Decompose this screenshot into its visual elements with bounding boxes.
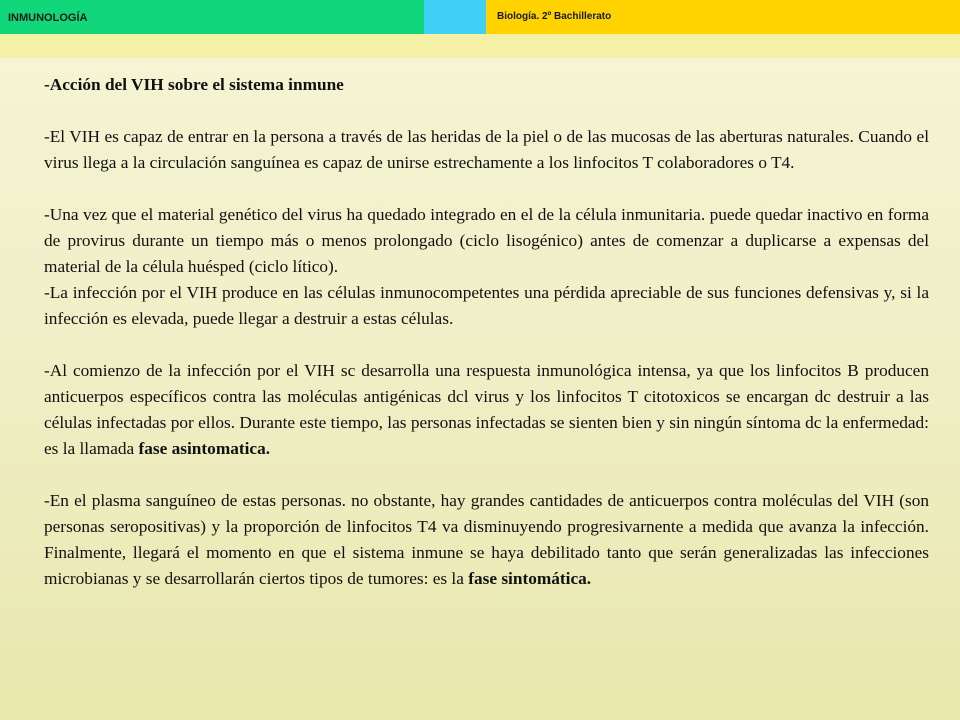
term-symptomatic-phase: fase sintomática. <box>468 569 592 588</box>
paragraph-asymptomatic <box>44 358 929 462</box>
paragraph-symptomatic <box>44 488 929 592</box>
paragraph-entry: -El VIH es capaz de entrar en la persona a través de las heridas de la piel o de las mucosas de las aberturas naturales. Cuando el virus llega a la circulación sanguínea es capaz de unirse estrechamente a los linfocitos T colaboradores o T4. <box>44 127 929 172</box>
paragraph-symptomatic-text: -En el plasma sanguíneo de estas personas. no obstante, hay grandes cantidades de anticuerpos contra moléculas del VIH (son personas seropositivas) y la proporción de linfocitos T4 va disminuyendo progresivarnente a medida que avanza la infección. Finalmente, llegará el momento en que el sistema inmune se haya debilitado tanto que serán generalizadas las infecciones microbianas y se desarrollarán ciertos tipos de tumores: es la <box>44 491 929 588</box>
course-label: Biología. 2º Bachillerato <box>497 11 612 22</box>
slide-body <box>44 72 929 592</box>
paragraph-effects: -La infección por el VIH produce en las células inmunocompetentes una pérdida apreciable de sus funciones defensivas y, si la infección es elevada, puede llegar a destruir a estas células. <box>44 283 929 328</box>
header-green-segment <box>0 0 424 34</box>
header-cyan-segment <box>424 0 486 34</box>
paragraph-integration: -Una vez que el material genético del virus ha quedado integrado en el de la célula inmunitaria. puede quedar inactivo en forma de provirus durante un tiempo más o menos prolongado (ciclo lisogénico) antes de comenzar a duplicarse a expensas del material de la célula huésped (ciclo lítico). <box>44 205 929 276</box>
header-bar <box>0 0 960 34</box>
header-strip <box>0 34 960 58</box>
paragraph-asymptomatic-text: -Al comienzo de la infección por el VIH sc desarrolla una respuesta inmunológica intensa, ya que los linfocitos B producen anticuerpos específicos contra las moléculas antigénicas dcl virus y los linfocitos T citotoxicos se encargan dc destruir a las células infectadas por ellos. Durante este tiempo, las personas infectadas se sienten bien y sin ningún síntoma dc la enfermedad: es la llamada <box>44 361 929 458</box>
topic-label: INMUNOLOGÍA <box>8 12 88 24</box>
slide-title: -Acción del VIH sobre el sistema inmune <box>44 75 344 94</box>
term-asymptomatic-phase: fase asintomatica. <box>138 439 271 458</box>
